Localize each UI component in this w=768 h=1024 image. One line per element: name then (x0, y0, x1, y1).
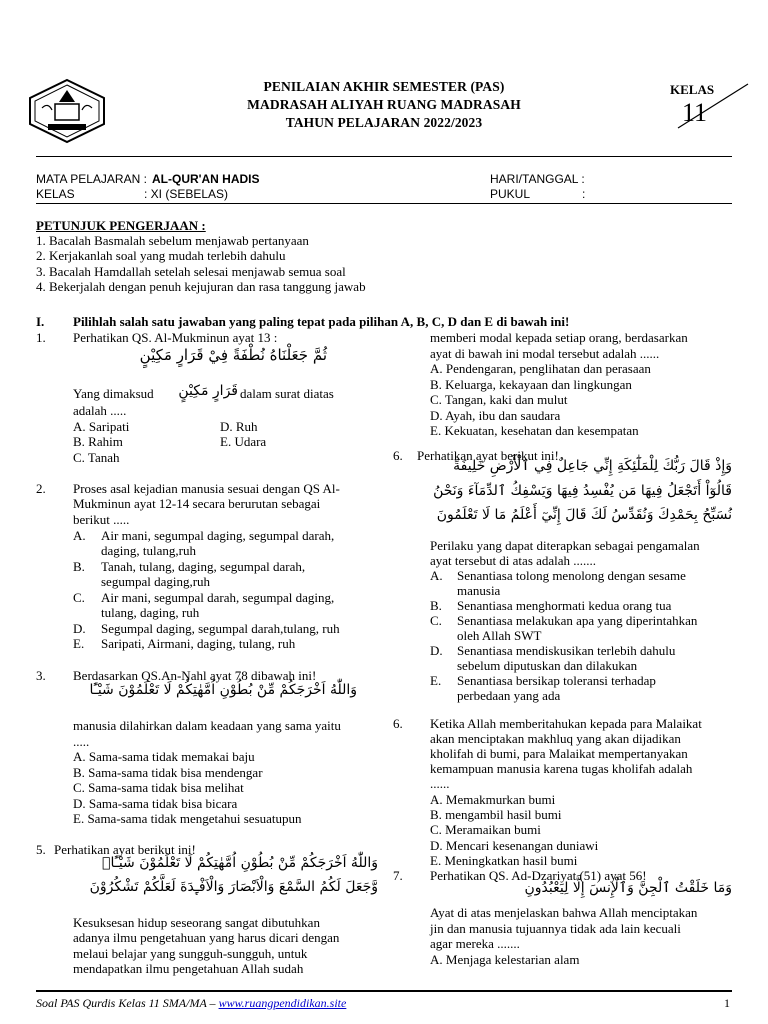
question-text: Perhatikan QS. Al-Mukminun ayat 13 : (73, 330, 278, 345)
question-number: 2. (36, 481, 46, 496)
option[interactable]: B. mengambil hasil bumi (430, 807, 562, 822)
question-text: Berdasarkan QS.An-Nahl ayat 78 dibawah ini! (73, 668, 317, 683)
question-text: jin dan manusia tujuannya tidak ada lain kecuali (430, 921, 681, 936)
question-text: memberi modal kepada setiap orang, berdasarkan (430, 330, 688, 345)
arabic-verse: وَاللّٰهُ اَخْرَجَكُمْ مِّنْ بُطُوْنِ اُمَّهٰتِكُمْ لَا تَعْلَمُوْنَ شَيْـًٔاۙ (102, 855, 378, 871)
option-letter: E. (73, 636, 85, 651)
kelas-number: 11 (682, 98, 708, 127)
petunjuk-title: PETUNJUK PENGERJAAN : (36, 218, 206, 233)
question-text: Kesuksesan hidup seseorang sangat dibutuhkan (73, 915, 320, 930)
option[interactable]: E. Meningkatkan hasil bumi (430, 853, 578, 868)
question-text: ..... (73, 734, 90, 749)
option[interactable]: Saripati, Airmani, daging, tulang, ruh (101, 636, 296, 651)
footer-label: Soal PAS Qurdis Kelas 11 SMA/MA – (36, 996, 219, 1010)
question-text: adalah ..... (73, 403, 127, 418)
question-text: Perhatikan ayat berikut ini! (54, 842, 196, 857)
question-text: kemampuan manusia karena tugas kholifah adalah (430, 761, 693, 776)
question-text: kholifah di bumi, para Malaikat mempertanyakan (430, 746, 688, 761)
question-text: Perhatikan QS. Ad-Dzariyat (51) ayat 56! (430, 868, 647, 883)
option[interactable]: Senantiasa tolong menolong dengan sesame (457, 568, 686, 583)
option[interactable]: E. Udara (220, 434, 267, 449)
pukul-label: PUKUL (490, 187, 531, 201)
option-letter: A. (73, 528, 86, 543)
section-number: I. (36, 314, 45, 329)
option[interactable]: E. Sama-sama tidak mengetahui sesuatupun (73, 811, 302, 826)
question-text: Yang dimaksud (73, 386, 154, 401)
option[interactable]: daging, tulang,ruh (101, 543, 196, 558)
arabic-verse: قَالُوٓاْ أَتَجْعَلُ فِيهَا مَن يُفْسِدُ فِيهَا وَيَسْفِكُ ٱلدِّمَآءَ وَنَحْنُ (433, 483, 732, 499)
option[interactable]: sebelum diputuskan dan dilakukan (457, 658, 638, 673)
question-text: Perhatikan ayat berikut ini! (417, 448, 559, 463)
option[interactable]: oleh Allah SWT (457, 628, 542, 643)
kelas-slash (660, 82, 760, 132)
section-instruction: Pilihlah salah satu jawaban yang paling tepat pada pilihan A, B, C, D dan E di bawah ini! (73, 314, 570, 329)
option[interactable]: Senantiasa menghormati kedua orang tua (457, 598, 672, 613)
option[interactable]: D. Sama-sama tidak bisa bicara (73, 796, 238, 811)
option[interactable]: Air mani, segumpal daging, segumpal darah, (101, 528, 335, 543)
pukul-colon: : (582, 187, 586, 201)
option[interactable]: C. Meramaikan bumi (430, 822, 541, 837)
arabic-phrase: قَرَارٍ مَكِيْنٍ (178, 383, 238, 399)
option[interactable]: Air mani, segumpal darah, segumpal daging, (101, 590, 335, 605)
question-text: akan menciptakan makhluq yang akan dijadikan (430, 731, 681, 746)
option[interactable]: E. Kekuatan, kesehatan dan kesempatan (430, 423, 639, 438)
arabic-verse: وَاللّٰهُ اَخْرَجَكُمْ مِّنْ بُطُوْنِ اُمَّهٰتِكُمْ لَا تَعْلَمُوْنَ شَيْـًٔا (89, 682, 357, 698)
option[interactable]: A. Saripati (73, 419, 130, 434)
option-letter: C. (73, 590, 85, 605)
kelas-label: KELAS (670, 82, 715, 97)
option-letter: D. (73, 621, 86, 636)
option[interactable]: C. Tangan, kaki dan mulut (430, 392, 568, 407)
arabic-verse: وَإِذْ قَالَ رَبُّكَ لِلْمَلَٰٓئِكَةِ إِنِّي جَاعِلٌ فِي ٱلْأَرْضِ خَلِيفَةً (453, 458, 732, 474)
option[interactable]: perbedaan yang ada (457, 688, 561, 703)
option[interactable]: A. Memakmurkan bumi (430, 792, 556, 807)
option[interactable]: Tanah, tulang, daging, segumpal darah, (101, 559, 306, 574)
kelas-info-label: KELAS (36, 187, 75, 201)
option[interactable]: segumpal daging,ruh (101, 574, 211, 589)
mapel-value: AL-QUR'AN HADIS (152, 172, 260, 186)
question-number: 6. (393, 716, 403, 731)
question-text: ayat di bawah ini modal tersebut adalah ...... (430, 346, 660, 361)
petunjuk-item: 4. Bekerjalah dengan penuh kejujuran dan rasa tanggung jawab (36, 279, 366, 294)
question-text: Mukminun ayat 12-14 secara berurutan sebagai (73, 496, 321, 511)
option[interactable]: C. Sama-sama tidak bisa melihat (73, 780, 244, 795)
option[interactable]: Segumpal daging, segumpal darah,tulang, ruh (101, 621, 340, 636)
question-number: 5. (36, 842, 46, 857)
question-number: 7. (393, 868, 403, 883)
footer-link[interactable]: www.ruangpendidikan.site (218, 996, 347, 1010)
question-number: 3. (36, 668, 46, 683)
info-divider (36, 203, 732, 204)
question-text: Ayat di atas menjelaskan bahwa Allah menciptakan (430, 905, 698, 920)
question-text: manusia dilahirkan dalam keadaan yang sama yaitu (73, 718, 341, 733)
question-text: Ketika Allah memberitahukan kepada para Malaikat (430, 716, 702, 731)
question-text: mendapatkan ilmu pengetahuan Allah sudah (73, 961, 304, 976)
question-text: melaui belajar yang sungguh-sungguh, untuk (73, 946, 308, 961)
option[interactable]: Senantiasa mendiskusikan terlebih dahulu (457, 643, 676, 658)
header-title-2: MADRASAH ALIYAH RUANG MADRASAH (247, 97, 521, 112)
footer-divider (36, 990, 732, 992)
question-text: ...... (430, 776, 450, 791)
footer-text (36, 996, 346, 1011)
option-letter: E. (430, 673, 442, 688)
question-number: 1. (36, 330, 46, 345)
mapel-label: MATA PELAJARAN : (36, 172, 147, 186)
hari-label: HARI/TANGGAL : (490, 172, 585, 186)
question-text: Perilaku yang dapat diterapkan sebagai pengamalan (430, 538, 700, 553)
option[interactable]: C. Tanah (73, 450, 120, 465)
petunjuk-item: 2. Kerjakanlah soal yang mudah terlebih dahulu (36, 248, 286, 263)
option[interactable]: A. Pendengaran, penglihatan dan perasaan (430, 361, 651, 376)
option[interactable]: D. Mencari kesenangan duniawi (430, 838, 599, 853)
option[interactable]: Senantiasa melakukan apa yang diperintahkan (457, 613, 698, 628)
arabic-verse: وَمَا خَلَقْتُ ٱلْجِنَّ وَٱلْإِنسَ إِلَّا لِيَعْبُدُونِ (524, 880, 732, 896)
option[interactable]: A. Menjaga kelestarian alam (430, 952, 580, 967)
option[interactable]: B. Rahim (73, 434, 123, 449)
option[interactable]: B. Keluarga, kekayaan dan lingkungan (430, 377, 632, 392)
kelas-info-value: : XI (SEBELAS) (144, 187, 229, 201)
page-number: 1 (724, 996, 730, 1010)
question-number: 6. (393, 448, 403, 463)
question-text: ayat tersebut di atas adalah ....... (430, 553, 597, 568)
option-letter: C. (430, 613, 442, 628)
option[interactable]: tulang, daging, ruh (101, 605, 200, 620)
arabic-verse: نُسَبِّحُ بِحَمْدِكَ وَنُقَدِّسُ لَكَ قَالَ إِنِّيٓ أَعْلَمُ مَا لَا تَعْلَمُونَ (436, 507, 732, 523)
arabic-verse: ثُمَّ جَعَلْنَاهُ نُطْفَةً فِيْ قَرَارٍ مَكِيْنٍ (139, 346, 327, 364)
option-letter: D. (430, 643, 443, 658)
option[interactable]: D. Ayah, ibu dan saudara (430, 408, 561, 423)
petunjuk-item: 1. Bacalah Basmalah sebelum menjawab pertanyaan (36, 233, 309, 248)
option[interactable]: D. Ruh (220, 419, 258, 434)
option[interactable]: Senantiasa bersikap toleransi terhadap (457, 673, 656, 688)
petunjuk-item: 3. Bacalah Hamdallah setelah selesai menjawab semua soal (36, 264, 346, 279)
arabic-verse: وَّجَعَلَ لَكُمُ السَّمْعَ وَالْاَبْصَارَ وَالْاَفْـِٕدَةَ لَعَلَّكُمْ تَشْكُرُوْنَ (89, 879, 378, 895)
question-text: agar mereka ....... (430, 936, 520, 951)
question-text: dalam surat diatas (240, 386, 334, 401)
header-title-3: TAHUN PELAJARAN 2022/2023 (285, 115, 483, 130)
option-letter: B. (73, 559, 85, 574)
option[interactable]: A. Sama-sama tidak memakai baju (73, 749, 255, 764)
option[interactable]: manusia (457, 583, 501, 598)
header-divider (36, 156, 732, 157)
question-text: Proses asal kejadian manusia sesuai dengan QS Al- (73, 481, 340, 496)
question-text: adanya ilmu pengetahuan yang harus dicari dengan (73, 930, 340, 945)
option-letter: A. (430, 568, 443, 583)
option[interactable]: B. Sama-sama tidak bisa mendengar (73, 765, 263, 780)
question-text: berikut ..... (73, 512, 130, 527)
option-letter: B. (430, 598, 442, 613)
header-title-1: PENILAIAN AKHIR SEMESTER (PAS) (263, 79, 505, 94)
